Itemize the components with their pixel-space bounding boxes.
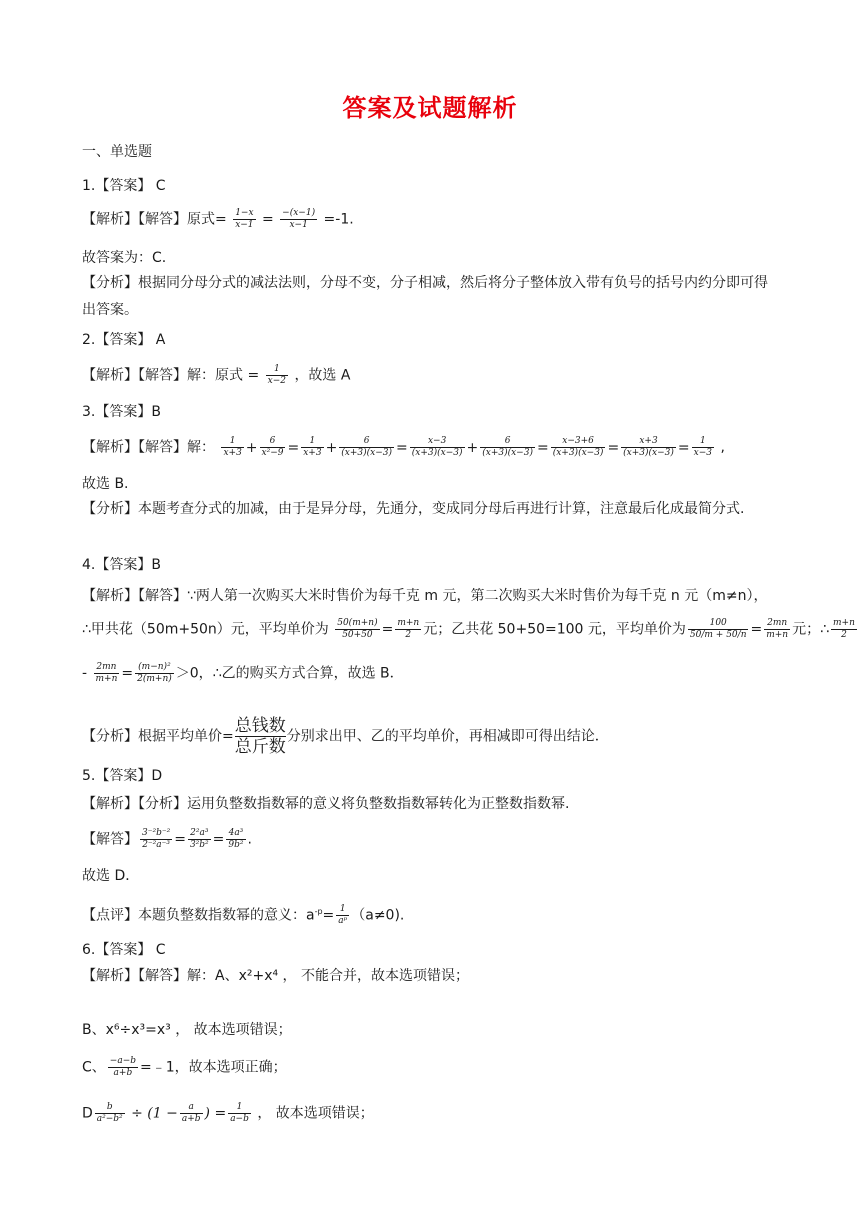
q5-solution: 【解答】 $\frac{\text{3⁻²b⁻²}}{\text{2⁻²a⁻³}}$ = $\frac{\text{2²a³}}{\text{3²b²}}$ = $\frac{\text{4a³}}{\text{9b²}}$ . <box>82 828 252 850</box>
q1-fraction-2: $\frac{-(x-1)}{x-1}$ <box>282 208 316 230</box>
q5-frac-2: $\frac{\text{2²a³}}{\text{3²b²}}$ <box>189 828 209 850</box>
q3-suffix: , <box>720 439 725 456</box>
q4-frac-6: $\frac{2mn}{m+n}$ <box>95 662 118 684</box>
q3-conclusion: 故选 B. <box>82 476 129 492</box>
q3-operator: = <box>287 439 300 456</box>
q3-answer: 3.【答案】B <box>82 404 161 420</box>
q6-d-frac-1: $\frac{b}{\text{a²−b²}}$ <box>96 1102 123 1124</box>
q6-answer: 6.【答案】 C <box>82 942 166 958</box>
q4-frac-1: $\frac{50(m+n)}{50+50}$ <box>337 618 378 640</box>
q3-operator: + <box>245 439 258 456</box>
q6-d-mid: ÷ (1 − <box>131 1105 178 1122</box>
q3-expression <box>219 436 716 458</box>
q5-comment-frac: $\frac{1}{\text{aᵖ}}$ <box>338 904 348 927</box>
q3-fraction: $\frac{1}{x+3}$ <box>223 436 242 458</box>
q6-option-b: B、x⁶÷x³=x³ ， 故本选项错误； <box>82 1022 292 1038</box>
q3-fraction: $\frac{x-3}{(x+3)(x-3)}$ <box>411 436 463 458</box>
q4-line-2: ∴甲共花（50m+50n）元，平均单价为 $\frac{50(m+n)}{50+50}$ = $\frac{m+n}{2}$ 元；乙共花 50+50=100 元，平均单价为 $\frac{100}{50/m + 50/n}$ = $\frac{2mn}{m+n}$ 元；∴ $\frac{m+n}{2}$ <box>82 618 855 640</box>
q4-frac-2: $\frac{m+n}{2}$ <box>397 618 420 640</box>
q5-comment: 【点评】本题负整数指数幂的意义：$a^{-p}=$ $\frac{1}{\text{aᵖ}}$ （a≠0). <box>82 904 405 927</box>
q1-analysis: 【分析】根据同分母分式的减法法则，分母不变，分子相减，然后将分子整体放入带有负号的括号内约分即可得出答案。 <box>82 275 768 318</box>
q3-operator: = <box>677 439 690 456</box>
q4-analysis-a: 【分析】根据平均单价= <box>82 728 234 745</box>
q4-frac-7: $\frac{\text{(m−n)²}}{2(m+n)}$ <box>137 662 172 684</box>
q5-comment-sup: -p <box>314 907 323 916</box>
q1-result: =-1. <box>323 211 354 228</box>
q3-prefix: 【解析】【解答】解： <box>82 439 215 456</box>
q3-operator: = <box>536 439 549 456</box>
q4-text-b: 元；乙共花 50+50=100 元，平均单价为 <box>423 621 686 638</box>
q2-prefix: 【解析】【解答】解：原式 = <box>82 367 260 384</box>
q4-frac-4: $\frac{2mn}{m+n}$ <box>766 618 789 640</box>
q1-equals: = <box>261 211 274 228</box>
q4-analysis <box>82 716 780 757</box>
q1-answer: 1.【答案】 C <box>82 178 166 194</box>
q4-analysis-frac: $\frac{\text{总钱数}}{\text{总斤数}}$ <box>234 716 286 757</box>
q3-fraction: $\frac{6}{(x+3)(x-3)}$ <box>482 436 533 458</box>
q5-frac-1: $\frac{\text{3⁻²b⁻²}}{\text{2⁻²a⁻³}}$ <box>142 828 171 850</box>
q6-d-text: ， 故本选项错误； <box>257 1105 374 1122</box>
q5-analysis: 【解析】【分析】运用负整数指数幂的意义将负整数指数幂转化为正整数指数幂. <box>82 796 570 812</box>
q4-text-d: ＞0，∴乙的购买方式合算，故选 B． <box>175 665 404 682</box>
q3-fraction: $\frac{x-3+6}{(x+3)(x-3)}$ <box>552 436 604 458</box>
q6-d-label: D <box>82 1105 93 1122</box>
q6-c-text: =﹣1，故本选项正确； <box>140 1059 287 1076</box>
q2-solution <box>82 364 780 387</box>
q6-d-frac-2: $\frac{a}{a+b}$ <box>181 1102 201 1124</box>
q4-analysis-b: 分别求出甲、乙的平均单价，再相减即可得出结论． <box>286 728 609 745</box>
q5-comment-b: （a≠0). <box>351 907 405 924</box>
q4-eq: = <box>381 621 394 638</box>
q1-conclusion: 故答案为：C. <box>82 250 167 266</box>
section-heading: 一、单选题 <box>82 144 152 160</box>
q6-option-c <box>82 1056 780 1079</box>
q5-frac-3: $\frac{\text{4a³}}{\text{9b²}}$ <box>228 828 244 850</box>
q5-answer: 5.【答案】D <box>82 768 163 784</box>
q3-analysis: 【分析】本题考查分式的加减，由于是异分母，先通分，变成同分母后再进行计算，注意最后化成最简分式. <box>82 501 745 517</box>
q2-suffix: ，故选 A <box>294 367 351 384</box>
q4-text-a: ∴甲共花（50m+50n）元，平均单价为 <box>82 621 329 638</box>
q4-text-c: 元；∴ <box>792 621 830 638</box>
q3-fraction: $\frac{1}{x-3}$ <box>693 436 712 458</box>
q3-solution <box>82 436 780 459</box>
q3-operator: = <box>607 439 620 456</box>
q4-frac-3: $\frac{100}{50/m + 50/n}$ <box>689 618 747 640</box>
q5-conclusion: 故选 D． <box>82 868 140 884</box>
q4-line-1: 【解析】【解答】∵两人第一次购买大米时售价为每千克 m 元，第二次购买大米时售价为每千克 n 元（m≠n）， <box>82 588 768 604</box>
q5-comment-a: 【点评】本题负整数指数幂的意义：a <box>82 907 315 924</box>
q6-option-d <box>82 1102 780 1125</box>
q4-answer: 4.【答案】B <box>82 557 161 573</box>
q6-option-a: 【解析】【解答】解：A、x²+x⁴ ， 不能合并，故本选项错误； <box>82 968 470 984</box>
q3-operator: + <box>466 439 479 456</box>
q4-line-3: - $\frac{2mn}{m+n}$ = $\frac{\text{(m−n)²}}{2(m+n)}$ ＞0，∴乙的购买方式合算，故选 B． <box>82 662 404 684</box>
q3-operator: = <box>396 439 408 456</box>
q2-fraction: $\frac{1}{x-2}$ <box>267 364 286 386</box>
q3-fraction: $\frac{1}{x+3}$ <box>303 436 322 458</box>
q3-fraction: $\frac{6}{\text{x²−9}}$ <box>261 436 284 458</box>
q6-c-frac: $\frac{-a-b}{a+b}$ <box>109 1056 136 1078</box>
q3-fraction: $\frac{x+3}{(x+3)(x-3)}$ <box>623 436 674 458</box>
page-title: 答案及试题解析 <box>342 94 518 122</box>
q4-frac-5: $\frac{m+n}{2}$ <box>833 618 855 640</box>
q1-solution <box>82 208 780 231</box>
q6-d-close: ) = <box>204 1105 227 1122</box>
q6-c-label: C、 <box>82 1059 106 1076</box>
q3-operator: + <box>325 439 338 456</box>
q3-fraction: $\frac{6}{(x+3)(x-3)}$ <box>341 436 393 458</box>
q5-prefix: 【解答】 <box>82 831 138 848</box>
q4-minus: - <box>82 665 88 682</box>
q2-answer: 2.【答案】 A <box>82 332 166 348</box>
q6-d-frac-3: $\frac{1}{a-b}$ <box>230 1102 249 1124</box>
q1-prefix: 【解析】【解答】原式= <box>82 211 227 228</box>
q1-fraction-1: $\frac{1-x}{x-1}$ <box>235 208 254 230</box>
